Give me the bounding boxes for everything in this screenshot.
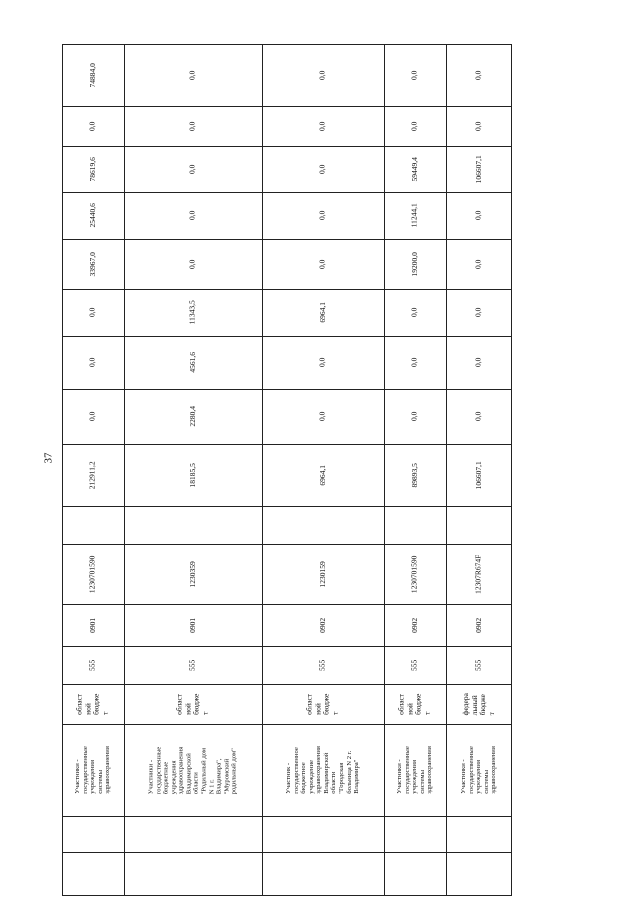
value-cell-3-text: 0,0 bbox=[87, 357, 97, 368]
grbs-cell-text: 555 bbox=[473, 659, 483, 671]
value-cell-2-text: 0,0 bbox=[317, 411, 327, 422]
value-cell-4-text: 0,0 bbox=[87, 307, 97, 318]
value-cell-6-text: 0,0 bbox=[317, 210, 327, 221]
value-cell-9-text: 0,0 bbox=[473, 70, 483, 80]
value-cell-1 bbox=[385, 445, 445, 505]
participant-cell-text: Участники - государственные учреждения системы здравоохранения bbox=[460, 746, 498, 794]
value-cell-7 bbox=[447, 147, 511, 191]
participant-cell-text: Участники - государственные учреждения системы здравоохранения bbox=[396, 746, 434, 794]
target-cell-text: 1230159 bbox=[317, 560, 327, 588]
value-cell-8-text: 0,0 bbox=[409, 121, 419, 131]
value-cell-6 bbox=[263, 193, 383, 238]
value-cell-7-text: 59449,4 bbox=[409, 156, 419, 182]
value-cell-5-text: 33967,0 bbox=[87, 251, 97, 277]
grbs-cell-text: 555 bbox=[409, 659, 419, 671]
value-cell-4 bbox=[263, 290, 383, 335]
value-cell-1-text: 106607,1 bbox=[473, 460, 483, 490]
participant-cell-text: Участник - государственное бюджетное учреждение здравоохранения Владимирской области "Городская больница N 2 г. Владимира" bbox=[285, 746, 361, 794]
budget-cell bbox=[263, 685, 383, 723]
section-cell bbox=[385, 605, 445, 645]
section-cell-text: 0902 bbox=[317, 617, 327, 633]
value-cell-7 bbox=[385, 147, 445, 191]
grbs-cell bbox=[263, 647, 383, 683]
value-cell-1 bbox=[63, 445, 123, 505]
grbs-cell bbox=[125, 647, 261, 683]
grbs-cell bbox=[63, 647, 123, 683]
section-cell-text: 0902 bbox=[473, 617, 483, 633]
value-cell-5-text: 0,0 bbox=[187, 259, 197, 269]
value-cell-8 bbox=[447, 107, 511, 145]
grbs-cell-text: 555 bbox=[187, 659, 197, 671]
budget-cell bbox=[447, 685, 511, 723]
section-cell bbox=[263, 605, 383, 645]
value-cell-5 bbox=[63, 240, 123, 288]
value-cell-5-text: 0,0 bbox=[317, 259, 327, 269]
section-cell-text: 0901 bbox=[87, 617, 97, 633]
value-cell-7-text: 0,0 bbox=[187, 164, 197, 174]
value-cell-NaN bbox=[385, 507, 445, 543]
value-cell-4 bbox=[125, 290, 261, 335]
grbs-cell bbox=[385, 647, 445, 683]
value-cell-8-text: 0,0 bbox=[317, 121, 327, 131]
target-cell-text: 12307R674F bbox=[473, 554, 483, 594]
value-cell-2 bbox=[125, 390, 261, 443]
value-cell-1-text: 212911,2 bbox=[87, 461, 97, 489]
grbs-cell-text: 555 bbox=[317, 659, 327, 671]
value-cell-4-text: 11343,5 bbox=[187, 300, 197, 325]
value-cell-6 bbox=[447, 193, 511, 238]
target-cell bbox=[125, 545, 261, 603]
value-cell-3 bbox=[447, 337, 511, 388]
participant-cell bbox=[447, 725, 511, 815]
budget-cell-text: област ной бюдже т bbox=[174, 693, 210, 715]
target-cell bbox=[385, 545, 445, 603]
budget-cell-text: федера льный бюдже т bbox=[460, 692, 496, 716]
value-cell-9 bbox=[385, 45, 445, 105]
value-cell-8 bbox=[385, 107, 445, 145]
value-cell-8 bbox=[263, 107, 383, 145]
value-cell-1 bbox=[447, 445, 511, 505]
value-cell-4 bbox=[63, 290, 123, 335]
participant-cell bbox=[263, 725, 383, 815]
value-cell-5-text: 19200,0 bbox=[409, 251, 419, 277]
target-cell-text: 1230701590 bbox=[87, 555, 97, 593]
value-cell-1-text: 18185,5 bbox=[187, 462, 197, 488]
value-cell-8-text: 0,0 bbox=[187, 121, 197, 131]
value-cell-8-text: 0,0 bbox=[87, 121, 97, 131]
value-cell-3 bbox=[125, 337, 261, 388]
value-cell-2 bbox=[385, 390, 445, 443]
value-cell-4 bbox=[447, 290, 511, 335]
value-cell-9-text: 0,0 bbox=[409, 70, 419, 80]
value-cell-3-text: 0,0 bbox=[317, 357, 327, 368]
target-cell-text: 1230359 bbox=[187, 560, 197, 588]
section-cell bbox=[63, 605, 123, 645]
value-cell-9-text: 0,0 bbox=[187, 70, 197, 80]
section-cell-text: 0902 bbox=[409, 617, 419, 633]
budget-cell bbox=[125, 685, 261, 723]
value-cell-1 bbox=[125, 445, 261, 505]
value-cell-7-text: 0,0 bbox=[317, 164, 327, 174]
value-cell-5 bbox=[263, 240, 383, 288]
participant-cell-text: Участники - государственные бюджетные учреждения здравоохранения Владимирской области "Родильный дом N 1 г. Владимира", "Муромский родильный дом" bbox=[147, 746, 238, 794]
value-cell-NaN bbox=[63, 507, 123, 543]
section-cell-text: 0901 bbox=[187, 617, 197, 633]
value-cell-9 bbox=[63, 45, 123, 105]
value-cell-8 bbox=[125, 107, 261, 145]
budget-cell bbox=[63, 685, 123, 723]
bottom-separator bbox=[62, 852, 512, 853]
value-cell-9 bbox=[125, 45, 261, 105]
target-cell-text: 1230701590 bbox=[409, 555, 419, 593]
value-cell-6-text: 25440,6 bbox=[87, 203, 97, 228]
value-cell-2 bbox=[447, 390, 511, 443]
value-cell-1 bbox=[263, 445, 383, 505]
value-cell-4-text: 0,0 bbox=[409, 307, 419, 318]
value-cell-6 bbox=[63, 193, 123, 238]
value-cell-NaN bbox=[125, 507, 261, 543]
value-cell-2 bbox=[263, 390, 383, 443]
target-cell bbox=[447, 545, 511, 603]
participant-cell bbox=[125, 725, 261, 815]
row-separator bbox=[511, 44, 512, 896]
section-cell bbox=[125, 605, 261, 645]
value-cell-NaN bbox=[263, 507, 383, 543]
participant-cell-text: Участники - государственные учреждения системы здравоохранения bbox=[74, 746, 112, 794]
value-cell-1-text: 6964,1 bbox=[317, 464, 327, 486]
budget-cell-text: област ной бюдже т bbox=[396, 693, 432, 715]
value-cell-6 bbox=[385, 193, 445, 238]
value-cell-9 bbox=[263, 45, 383, 105]
value-cell-5 bbox=[125, 240, 261, 288]
budget-cell-text: област ной бюдже т bbox=[74, 693, 110, 715]
value-cell-2 bbox=[63, 390, 123, 443]
value-cell-5 bbox=[385, 240, 445, 288]
value-cell-3-text: 0,0 bbox=[473, 357, 483, 368]
value-cell-7-text: 78619,6 bbox=[87, 156, 97, 182]
value-cell-9 bbox=[447, 45, 511, 105]
value-cell-4-text: 6964,1 bbox=[317, 302, 327, 323]
budget-cell-text: област ной бюдже т bbox=[304, 693, 340, 715]
value-cell-8-text: 0,0 bbox=[473, 121, 483, 131]
participant-cell bbox=[385, 725, 445, 815]
value-cell-8 bbox=[63, 107, 123, 145]
value-cell-5 bbox=[447, 240, 511, 288]
value-cell-4 bbox=[385, 290, 445, 335]
value-cell-1-text: 89893,5 bbox=[409, 462, 419, 488]
grbs-cell bbox=[447, 647, 511, 683]
value-cell-3 bbox=[63, 337, 123, 388]
page-number: 37 bbox=[42, 452, 54, 464]
value-cell-6-text: 0,0 bbox=[473, 210, 483, 221]
value-cell-3 bbox=[263, 337, 383, 388]
grbs-cell-text: 555 bbox=[87, 659, 97, 671]
table-frame bbox=[62, 44, 512, 896]
value-cell-2-text: 0,0 bbox=[473, 411, 483, 422]
value-cell-9-text: 0,0 bbox=[317, 70, 327, 80]
value-cell-NaN bbox=[447, 507, 511, 543]
value-cell-3-text: 0,0 bbox=[409, 357, 419, 368]
value-cell-7 bbox=[63, 147, 123, 191]
value-cell-6 bbox=[125, 193, 261, 238]
value-cell-6-text: 11244,1 bbox=[409, 203, 419, 228]
value-cell-6-text: 0,0 bbox=[187, 210, 197, 221]
value-cell-4-text: 0,0 bbox=[473, 307, 483, 318]
value-cell-2-text: 0,0 bbox=[409, 411, 419, 422]
value-cell-7-text: 106607,1 bbox=[473, 154, 483, 184]
value-cell-7 bbox=[263, 147, 383, 191]
value-cell-2-text: 2280,4 bbox=[187, 406, 197, 427]
target-cell bbox=[63, 545, 123, 603]
value-cell-5-text: 0,0 bbox=[473, 259, 483, 269]
value-cell-9-text: 74884,0 bbox=[87, 62, 97, 88]
value-cell-7 bbox=[125, 147, 261, 191]
section-cell bbox=[447, 605, 511, 645]
participant-cell bbox=[63, 725, 123, 815]
column-separator bbox=[62, 816, 512, 817]
value-cell-3-text: 4561,6 bbox=[187, 352, 197, 373]
target-cell bbox=[263, 545, 383, 603]
value-cell-2-text: 0,0 bbox=[87, 411, 97, 422]
value-cell-3 bbox=[385, 337, 445, 388]
budget-cell bbox=[385, 685, 445, 723]
